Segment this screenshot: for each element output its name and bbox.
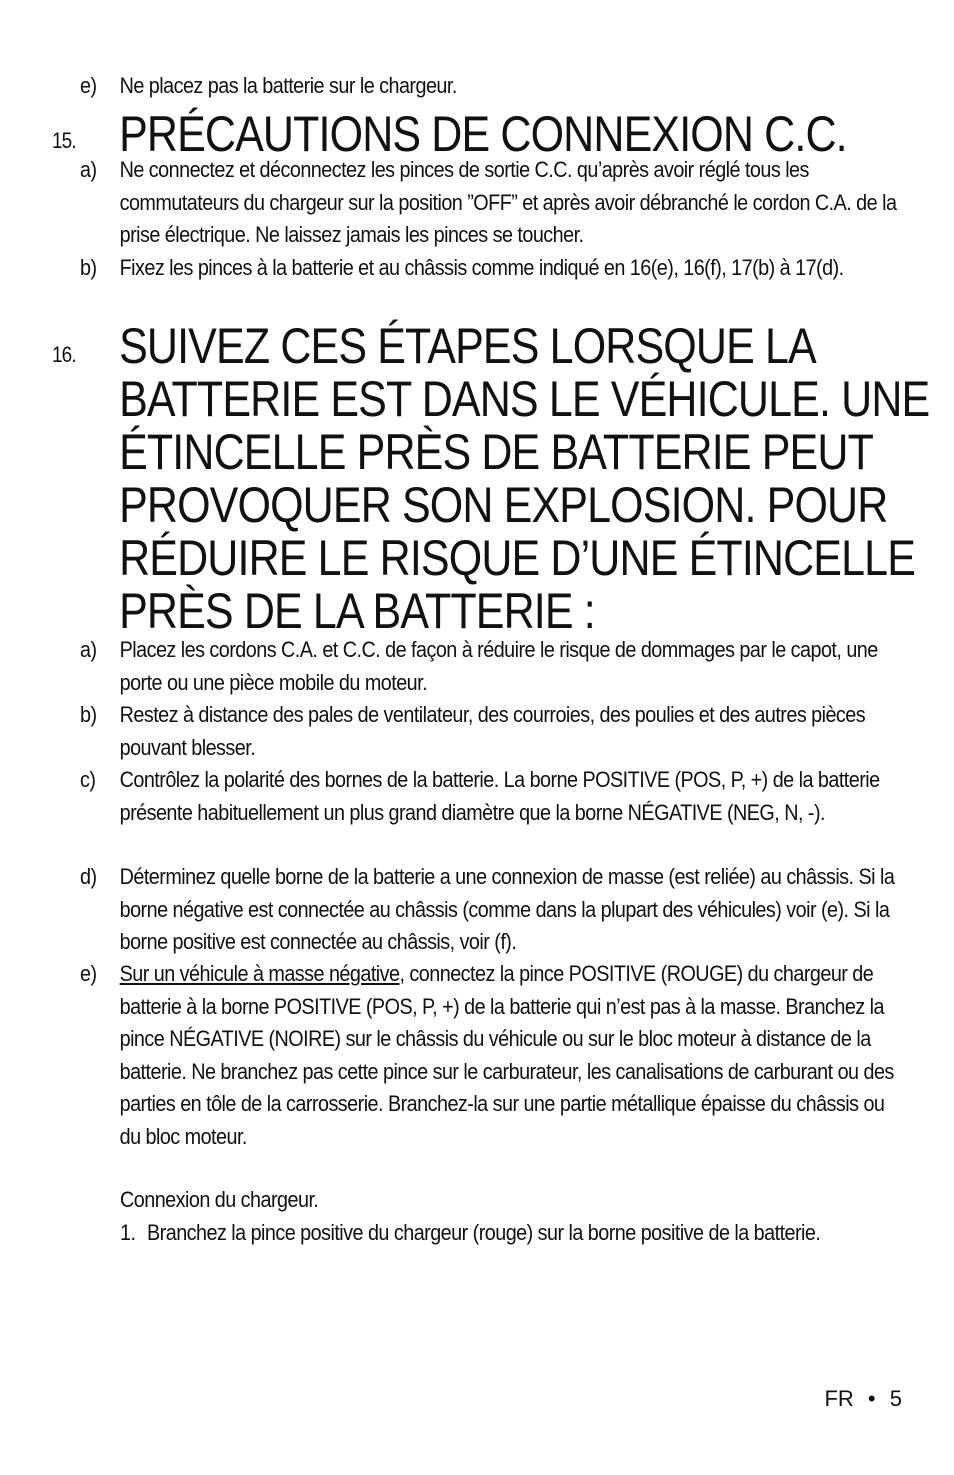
item-label: e) — [80, 73, 97, 98]
page-number: 5 — [889, 1386, 902, 1411]
underlined-text: Sur un véhicule à masse négative — [119, 961, 400, 986]
item-text: Placez les cordons C.A. et C.C. de façon à réduire le risque de dommages par le capot, une porte ou une pièce mobile du moteur. — [119, 637, 878, 695]
item-text: Contrôlez la polarité des bornes de la batterie. La borne POSITIVE (POS, P, +) de la batterie présente habituellement un plus grand diamètre que la borne NÉGATIVE (NEG, N, -). — [119, 767, 880, 825]
separator-dot: • — [867, 1386, 876, 1411]
item-label: a) — [80, 637, 97, 662]
connexion-label: Connexion du chargeur. — [120, 1187, 319, 1212]
item-text: Fixez les pinces à la batterie et au châssis comme indiqué en 16(e), 16(f), 17(b) à 17(d). — [119, 255, 844, 280]
item-label: b) — [80, 255, 97, 280]
item-label: e) — [80, 961, 97, 986]
page-footer — [824, 1386, 902, 1412]
item-text: Déterminez quelle borne de la batterie a une connexion de masse (est reliée) au châssis. Si la borne négative est connectée au châssis (comme dans la plupart des véhicules) voir (e). Si la borne positive est connectée au châssis, voir (f). — [119, 864, 895, 954]
section-title: PRÉCAUTIONS DE CONNEXION C.C. — [119, 106, 847, 162]
step-number: 1. — [120, 1220, 136, 1245]
item-text: Ne placez pas la batterie sur le chargeur. — [119, 73, 457, 98]
item-text: Ne connectez et déconnectez les pinces de sortie C.C. qu’après avoir réglé tous les commutateurs du chargeur sur la position ”OFF” et après avoir débranché le cordon C.A. de la prise électrique. Ne laissez jamais les pinces se toucher. — [119, 157, 897, 247]
item-text-body: , connectez la pince POSITIVE (ROUGE) du chargeur de batterie à la borne POSITIVE (POS, P, +) de la batterie qui n’est pas à la masse. Branchez la pince NÉGATIVE (NOIRE) sur le châssis du véhicule ou sur le bloc moteur à distance de la batterie. Ne branchez pas cette pince sur le carburateur, les canalisations de carburant ou des parties en tôle de la carrosserie. Branchez-la sur une partie métallique épaisse du châssis ou du bloc moteur. — [119, 961, 894, 1149]
item-label: b) — [80, 702, 97, 727]
item-label: a) — [80, 157, 97, 182]
item-text — [120, 958, 908, 1153]
section-title: SUIVEZ CES ÉTAPES LORSQUE LA BATTERIE EST DANS LE VÉHICULE. UNE ÉTINCELLE PRÈS DE BATTERIE PEUT PROVOQUER SON EXPLOSION. POUR RÉDUIRE LE RISQUE D’UNE ÉTINCELLE PRÈS DE LA BATTERIE : — [119, 318, 930, 639]
item-label: d) — [80, 864, 97, 889]
sub-heading — [120, 1184, 912, 1217]
step-text: Branchez la pince positive du chargeur (rouge) sur la borne positive de la batterie. — [147, 1220, 821, 1245]
language-code: FR — [824, 1386, 854, 1411]
item-label: c) — [80, 767, 96, 792]
section-number: 16. — [52, 342, 76, 367]
item-text: Restez à distance des pales de ventilateur, des courroies, des poulies et des autres pièces pouvant blesser. — [119, 702, 866, 760]
section-number: 15. — [52, 128, 76, 153]
